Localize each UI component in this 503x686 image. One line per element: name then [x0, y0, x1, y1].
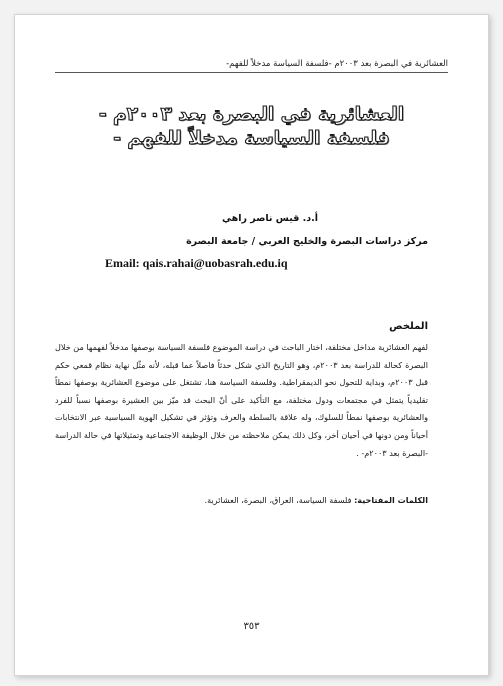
- author-name: أ.د. قيس ناصر راهي: [222, 213, 318, 224]
- keywords-label: الكلمات المفتاحية:: [354, 495, 428, 505]
- abstract-heading: الملخص: [389, 321, 428, 332]
- author-affiliation: مركز دراسات البصرة والخليج العربي / جامعة البصرة: [186, 236, 428, 247]
- page-number: ٣٥٣: [243, 621, 260, 632]
- author-email: Email: qais.rahai@uobasrah.edu.iq: [105, 256, 288, 270]
- abstract-body: لفهم العشائرية مداخل مختلفة، اختار الباحث في دراسة الموضوع فلسفة السياسة بوصفها مدخلاً لفهمها من خلال البصرة كحالة للدراسة بعد ٢٠٠٣م، وهو التاريخ الذي شكل حدثاً فاصلاً عما قبله، لأنه مثّل نهاية نظام قمعي حكم قبل ٢٠٠٣م، وبداية للتحول نحو الديمقراطية. وفلسفة السياسة هنا، تشتغل على موضوع العشائرية بوصفها نمطاً تقليدياً يتمثل في مجتمعات ودول مختلفة، مع التأكيد على أنّ البحث قد ميّز بين العشيرة بوصفها نسباً للفرد والعشائرية بوصفها نمطاً للسلوك، وله علاقة بالسلطة والعرف وتؤثر في تشكيل الهوية السياسية عبر الانتخابات أحياناً ومن دونها في أحيان أخر، وكل ذلك يمكن ملاحظته من خلال الوظيفة الاجتماعية وتمثيلاتها في حالة الدراسة -البصرة بعد ٢٠٠٣م- .: [55, 342, 429, 458]
- paper-page: [14, 14, 489, 676]
- title-line-2: فلسفة السياسة مدخلاً للفهم -: [113, 128, 390, 149]
- title-line-1: العشائرية في البصرة بعد ٢٠٠٣م -: [98, 104, 405, 125]
- running-header: العشائرية في البصرة بعد ٢٠٠٣م -فلسفة السياسة مدخلاً للفهم-: [55, 59, 448, 73]
- keywords-text: فلسفة السياسة، العراق، البصرة، العشائرية.: [204, 495, 352, 505]
- paper-title: [55, 103, 448, 151]
- keywords: [55, 495, 428, 505]
